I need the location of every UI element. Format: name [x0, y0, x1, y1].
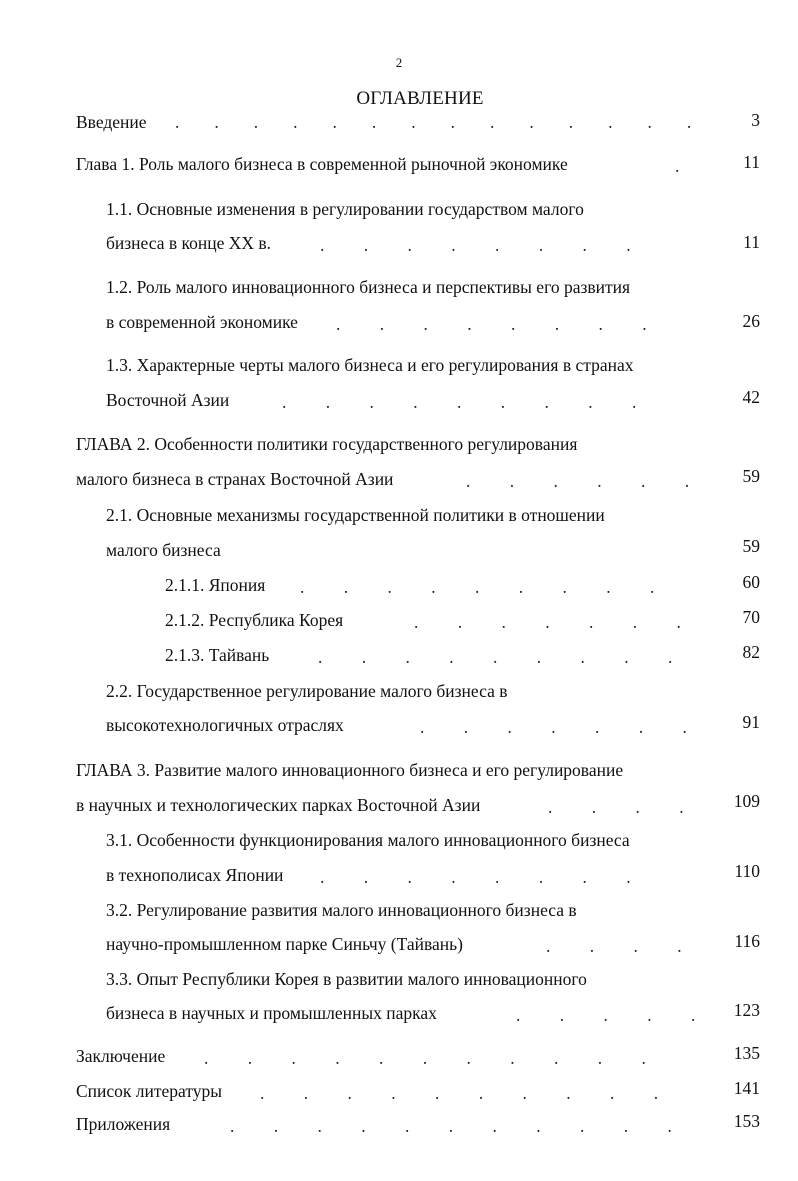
toc-entry-text: малого бизнеса [106, 540, 221, 560]
dot-leader: . . . . [548, 797, 684, 817]
toc-entry-text: 1.2. Роль малого инновационного бизнеса и перспективы его развития [106, 277, 631, 297]
toc-page-number: 123 [733, 1000, 760, 1020]
toc-entry-text: 2.1.3. Тайвань [165, 645, 270, 665]
page-number: 2 [395, 55, 403, 70]
dot-leader: . [675, 156, 680, 176]
toc-entry-text: Список литературы [76, 1081, 223, 1101]
toc-entry-text: высокотехнологичных отраслях [106, 715, 344, 735]
dot-leader: . . . . . . . [414, 612, 681, 632]
toc-page-number: 135 [733, 1043, 760, 1063]
toc-page-number: 116 [734, 931, 760, 951]
dot-leader: . . . . . . . . . . . [204, 1048, 646, 1068]
dot-leader: . . . . . . . . [336, 314, 647, 334]
toc-title: ОГЛАВЛЕНИЕ [356, 88, 484, 109]
toc-page-number: 141 [733, 1078, 760, 1098]
toc-page-number: 70 [742, 607, 760, 627]
dot-leader: . . . . . . . . [320, 867, 631, 887]
dot-leader: . . . . . . . . . . . [230, 1116, 672, 1136]
toc-entry-text: 3.1. Особенности функционирования малого инновационного бизнеса [106, 830, 630, 850]
toc-entry-text: бизнеса в конце XX в. [106, 233, 272, 253]
toc-page-number: 59 [742, 536, 760, 556]
toc-entry-text: 2.1. Основные механизмы государственной политики в отношении [106, 505, 605, 525]
toc-entry-text: Введение [76, 112, 147, 132]
toc-entry-text: в научных и технологических парках Восточной Азии [76, 795, 481, 815]
toc-page-number: 26 [742, 311, 760, 331]
dot-leader: . . . . . . . . . [318, 647, 673, 667]
toc-entry-text: в технополисах Японии [106, 865, 284, 885]
dot-leader: . . . . . . . . . [282, 392, 637, 412]
toc-page-number: 60 [742, 572, 760, 592]
dot-leader: . . . . . . [466, 471, 690, 491]
toc-page-number: 91 [742, 712, 760, 732]
toc-page-number: 11 [743, 232, 760, 252]
toc-page-number: 110 [734, 861, 760, 881]
toc-entry-text: 3.2. Регулирование развития малого инновационного бизнеса в [106, 900, 577, 920]
dot-leader: . . . . . . . . . . [260, 1083, 659, 1103]
toc-entry-text: Приложения [76, 1114, 171, 1134]
toc-entry-text: малого бизнеса в странах Восточной Азии [76, 469, 394, 489]
toc-page-number: 109 [733, 791, 760, 811]
toc-entry-text: 2.1.2. Республика Корея [165, 610, 344, 630]
dot-leader: . . . . [546, 936, 682, 956]
toc-entry-text: Восточной Азии [106, 390, 230, 410]
toc-entry-text: 1.3. Характерные черты малого бизнеса и его регулирования в странах [106, 355, 634, 375]
toc-entry-text: ГЛАВА 3. Развитие малого инновационного бизнеса и его регулирование [76, 760, 624, 780]
dot-leader: . . . . . . . [420, 717, 687, 737]
toc-entry-text: Заключение [76, 1046, 166, 1066]
dot-leader: . . . . . . . . . [300, 577, 655, 597]
toc-entry-text: бизнеса в научных и промышленных парках [106, 1003, 437, 1023]
toc-entry-text: 3.3. Опыт Республики Корея в развитии малого инновационного [106, 969, 587, 989]
toc-page-number: 59 [742, 466, 760, 486]
toc-page-number: 153 [733, 1111, 760, 1131]
toc-page-number: 82 [742, 642, 760, 662]
toc-entry-text: 1.1. Основные изменения в регулировании государством малого [106, 199, 584, 219]
toc-entry-text: ГЛАВА 2. Особенности политики государственного регулирования [76, 434, 578, 454]
dot-leader: . . . . . [516, 1005, 696, 1025]
toc-page-number: 11 [743, 152, 760, 172]
toc-entry-text: Глава 1. Роль малого бизнеса в современной рыночной экономике [76, 154, 568, 174]
dot-leader: . . . . . . . . . . . . . . [175, 112, 692, 132]
toc-entry-text: 2.1.1. Япония [165, 575, 266, 595]
dot-leader: . . . . . . . . [320, 235, 631, 255]
toc-entry-text: 2.2. Государственное регулирование малого бизнеса в [106, 681, 508, 701]
toc-page-number: 42 [742, 387, 760, 407]
toc-entry-text: научно-промышленном парке Синьчу (Тайвань) [106, 934, 463, 954]
toc-entry-text: в современной экономике [106, 312, 298, 332]
toc-page-number: 3 [751, 110, 760, 130]
